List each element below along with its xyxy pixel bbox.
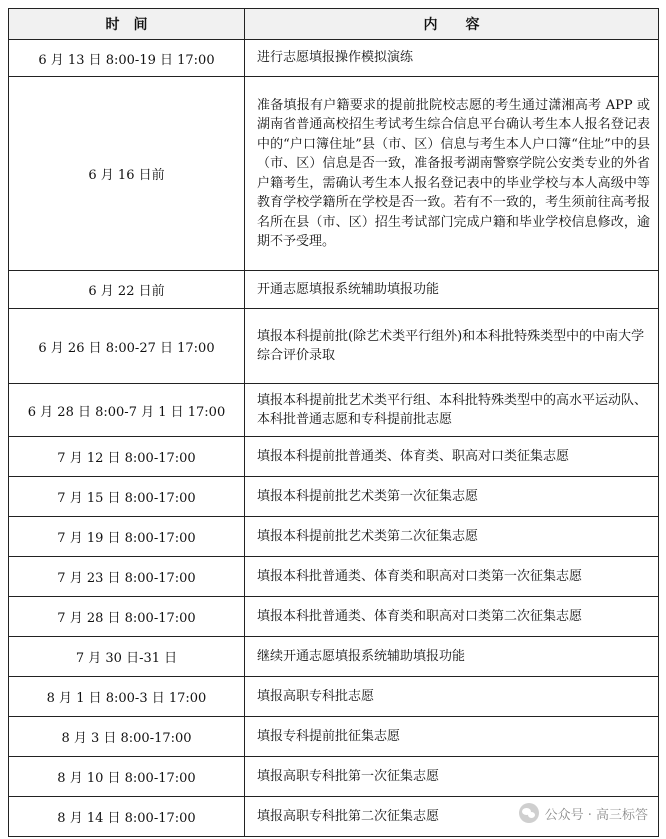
table-row bbox=[9, 637, 659, 677]
row-time: 6 月 26 日 8:00-27 日 17:00 bbox=[9, 309, 245, 384]
table-header-row bbox=[9, 9, 659, 40]
table-row bbox=[9, 677, 659, 717]
table-row bbox=[9, 757, 659, 797]
table-row bbox=[9, 717, 659, 757]
table-row bbox=[9, 557, 659, 597]
row-time: 7 月 15 日 8:00-17:00 bbox=[9, 477, 245, 517]
wechat-icon bbox=[519, 803, 539, 823]
row-content: 开通志愿填报系统辅助填报功能 bbox=[245, 271, 659, 309]
row-time: 8 月 1 日 8:00-3 日 17:00 bbox=[9, 677, 245, 717]
schedule-table bbox=[8, 8, 659, 837]
row-content: 填报本科提前批普通类、体育类、职高对口类征集志愿 bbox=[245, 437, 659, 477]
table-row bbox=[9, 517, 659, 557]
watermark-text: 公众号 · 高三标答 bbox=[544, 807, 648, 823]
row-content: 填报高职专科批第二次征集志愿 bbox=[245, 797, 659, 837]
row-content: 继续开通志愿填报系统辅助填报功能 bbox=[245, 637, 659, 677]
header-time: 时 间 bbox=[9, 9, 245, 40]
row-time: 7 月 23 日 8:00-17:00 bbox=[9, 557, 245, 597]
row-time: 6 月 16 日前 bbox=[9, 77, 245, 271]
row-time: 6 月 22 日前 bbox=[9, 271, 245, 309]
row-content: 填报本科批普通类、体育类和职高对口类第二次征集志愿 bbox=[245, 597, 659, 637]
table-row bbox=[9, 309, 659, 384]
table-row bbox=[9, 437, 659, 477]
row-time: 7 月 12 日 8:00-17:00 bbox=[9, 437, 245, 477]
table-row bbox=[9, 477, 659, 517]
row-content: 填报高职专科批第一次征集志愿 bbox=[245, 757, 659, 797]
row-content: 填报专科提前批征集志愿 bbox=[245, 717, 659, 757]
row-content: 填报高职专科批志愿 bbox=[245, 677, 659, 717]
row-time: 8 月 3 日 8:00-17:00 bbox=[9, 717, 245, 757]
row-content: 填报本科提前批(除艺术类平行组外)和本科批特殊类型中的中南大学综合评价录取 bbox=[245, 309, 659, 384]
table-row bbox=[9, 597, 659, 637]
table-row bbox=[9, 271, 659, 309]
row-content: 填报本科提前批艺术类第一次征集志愿 bbox=[245, 477, 659, 517]
row-content: 填报本科提前批艺术类平行组、本科批特殊类型中的高水平运动队、本科批普通志愿和专科提前批志愿 bbox=[245, 384, 659, 437]
row-time: 7 月 19 日 8:00-17:00 bbox=[9, 517, 245, 557]
row-time: 7 月 30 日-31 日 bbox=[9, 637, 245, 677]
row-time: 7 月 28 日 8:00-17:00 bbox=[9, 597, 245, 637]
watermark bbox=[519, 803, 648, 823]
row-time: 6 月 13 日 8:00-19 日 17:00 bbox=[9, 40, 245, 77]
row-content: 填报本科批普通类、体育类和职高对口类第一次征集志愿 bbox=[245, 557, 659, 597]
row-content: 进行志愿填报操作模拟演练 bbox=[245, 40, 659, 77]
row-time: 8 月 10 日 8:00-17:00 bbox=[9, 757, 245, 797]
table-row bbox=[9, 384, 659, 437]
table-row bbox=[9, 40, 659, 77]
row-content: 填报本科提前批艺术类第二次征集志愿 bbox=[245, 517, 659, 557]
row-time: 6 月 28 日 8:00-7 月 1 日 17:00 bbox=[9, 384, 245, 437]
row-time: 8 月 14 日 8:00-17:00 bbox=[9, 797, 245, 837]
row-content: 准备填报有户籍要求的提前批院校志愿的考生通过潇湘高考 APP 或湖南省普通高校招生考试考生综合信息平台确认考生本人报名登记表中的“户口簿住址”县（市、区）信息与考生本人户口簿“住址”中的县（市、区）信息是否一致，准备报考湖南警察学院公安类专业的外省户籍考生，需确认考生本人报名登记表中的毕业学校与本人高级中等教育学校学籍所在学校是否一致。若有不一致的，考生须前往高考报名所在县（市、区）招生考试部门完成户籍和毕业学校信息修改，逾期不予受理。 bbox=[245, 77, 659, 271]
table-row bbox=[9, 77, 659, 271]
header-content: 内 容 bbox=[245, 9, 659, 40]
